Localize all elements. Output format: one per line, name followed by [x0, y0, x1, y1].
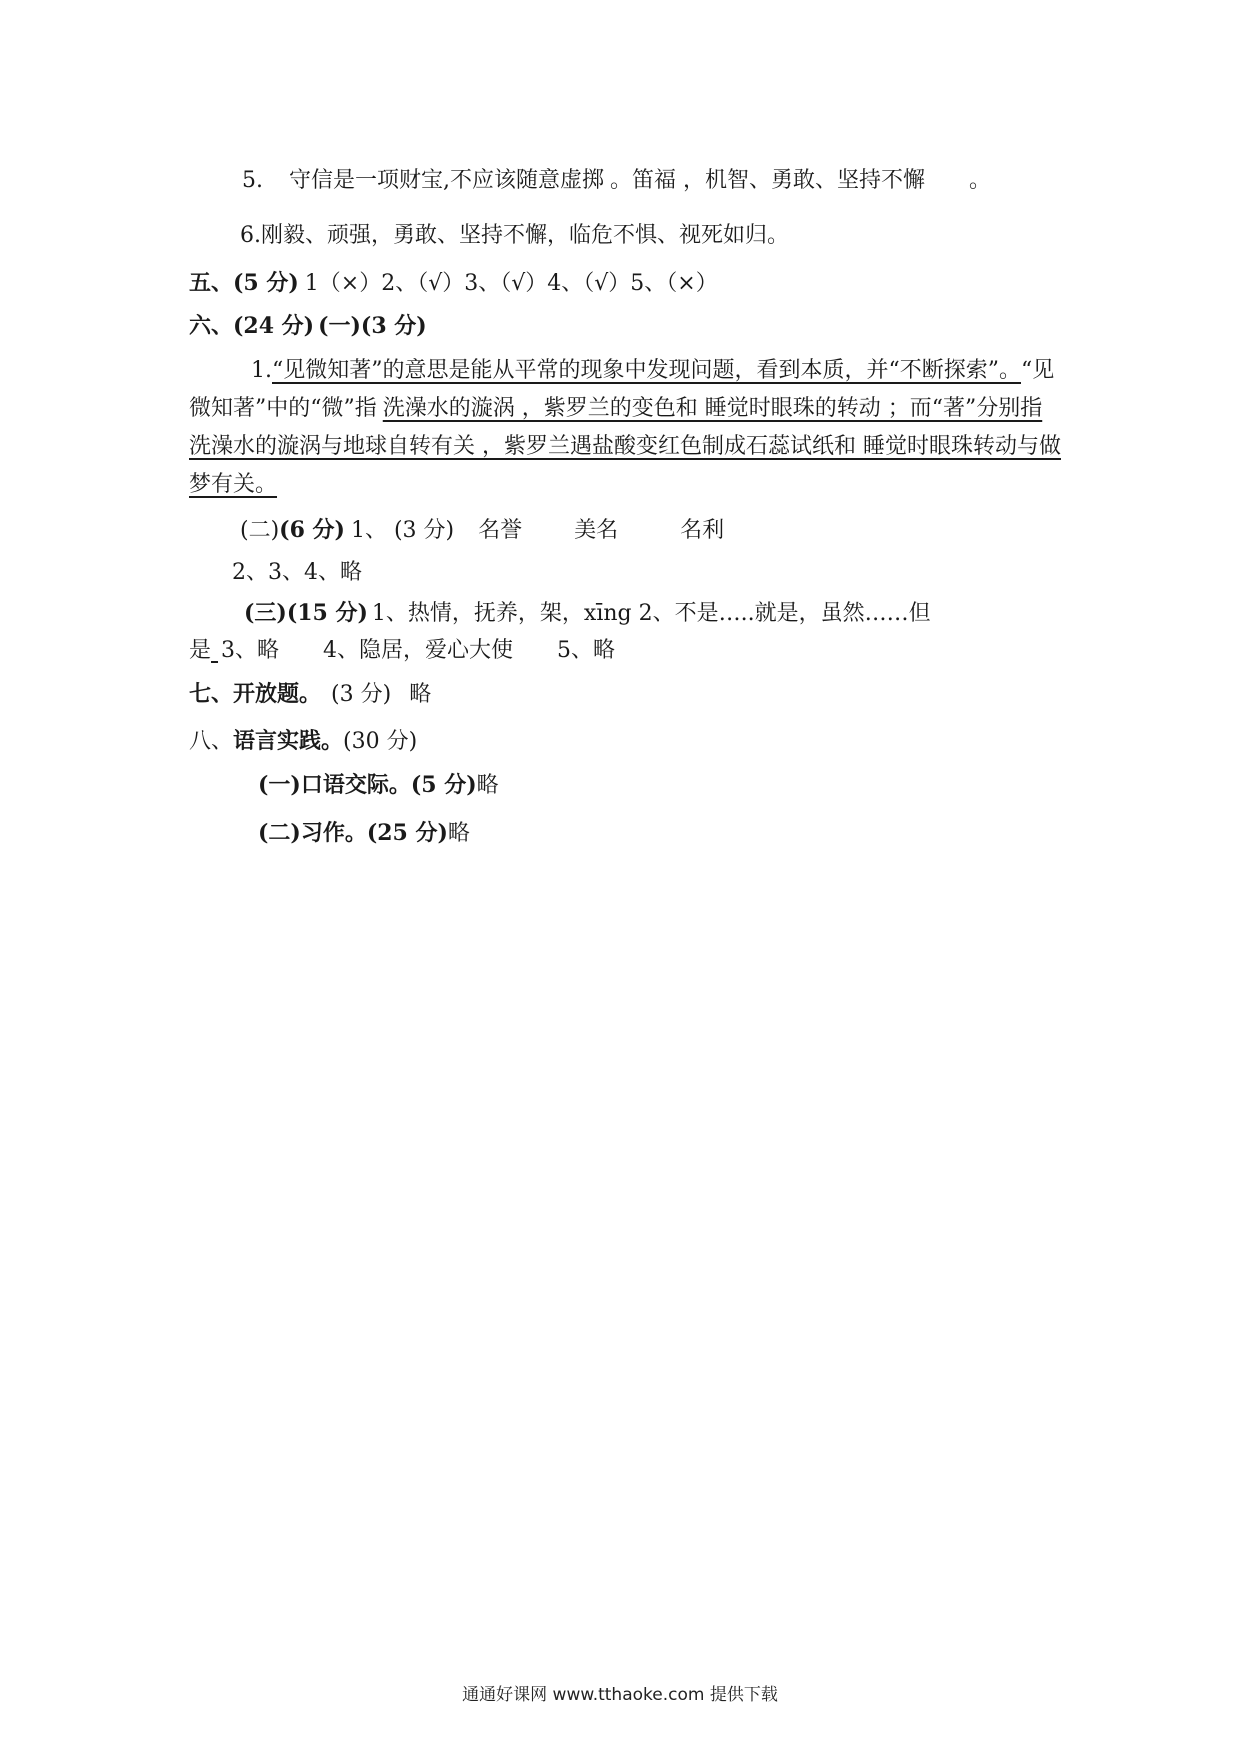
section-8 — [189, 726, 417, 757]
answer-item-6: 6.刚毅、顽强，勇敢、坚持不懈，临危不惧、视死如归。 — [240, 223, 789, 248]
part-1-text-2: “见微知著”中的“微”指 — [189, 358, 1055, 421]
section-8-heading: 语言实践。 — [233, 728, 344, 754]
part-2-q1: 1、 (3 分) — [350, 518, 455, 543]
section-7-answer: 略 — [409, 682, 432, 707]
part-3-answers-2d: 5、略 — [557, 638, 616, 663]
part-3-answers-2a: 是 — [189, 638, 212, 663]
item-5-number: 5. — [242, 168, 263, 193]
section-5-answers: 1（×）2、（√）3、（√）4、（√）5、（×） — [304, 271, 718, 296]
section-8-number: 八、 — [189, 729, 234, 754]
part-2-remaining: 2、3、4、略 — [232, 560, 362, 585]
part-2-word-2: 美名 — [574, 518, 619, 543]
subpart-2-title: (二)习作。(25 分) — [258, 820, 448, 846]
item-5-text-c: 。 — [969, 168, 992, 193]
part-2-word-1: 名誉 — [478, 518, 523, 543]
item-5-text-b: 。笛福 ，机智、勇敢、坚持不懈 — [610, 168, 925, 193]
section-7-heading: 七、开放题。 — [189, 681, 322, 707]
section-7-score: (3 分) — [331, 682, 392, 707]
part-3-answers-2b: 3、略 — [221, 638, 280, 663]
item-5-text-a: 守信是一项财宝,不应该随意虚掷 — [289, 168, 604, 193]
section-8-score: (30 分) — [343, 729, 418, 754]
part-1-underlined-1: “见微知著”的意思是能从平常的现象中发现问题，看到本质，并“不断探索”。 — [272, 358, 1021, 383]
part-1-lead: 1. — [251, 358, 272, 383]
part-3-answers-1: 1、热情，抚养，架，xīng 2、不是…..就是，虽然……但 — [371, 601, 931, 626]
part-2-word-3: 名利 — [680, 518, 725, 543]
section-6-title: 六、(24 分) — [189, 313, 315, 339]
section-6-part-1-paragraph — [189, 352, 1061, 504]
section-7 — [189, 679, 431, 710]
subpart-1-answer: 略 — [476, 773, 499, 798]
part-3-blank — [211, 636, 221, 666]
part-3-heading: (三)(15 分) — [244, 600, 368, 626]
section-8-subpart-2 — [258, 818, 470, 849]
section-5 — [189, 268, 718, 299]
subpart-1-title: (一)口语交际。(5 分) — [258, 772, 477, 798]
section-5-heading: 五、(5 分) — [189, 270, 299, 296]
answer-item-5 — [242, 166, 991, 196]
section-6-part-3-line-1 — [244, 598, 931, 629]
part-3-answers-2c: 4、隐居，爱心大使 — [323, 638, 514, 663]
section-6-part-3-line-2 — [189, 636, 615, 666]
section-6-subpart-1-title: (一)(3 分) — [318, 313, 427, 339]
page-footer: 通通好课网 www.tthaoke.com 提供下载 — [462, 1685, 778, 1705]
section-8-subpart-1 — [258, 770, 499, 801]
part-2-score: (6 分) — [279, 517, 345, 543]
part-1-underlined-2: 洗澡水的漩涡 ，紫罗兰的变色和 睡觉时眼珠的转动 ；而“著”分别指洗澡水的漩涡与地球自转有关 ，紫罗兰遇盐酸变红色制成石蕊试纸和 睡觉时眼珠转动与做梦有关。 — [189, 396, 1061, 497]
subpart-2-answer: 略 — [447, 821, 470, 846]
section-6-part-2 — [240, 515, 724, 546]
section-6-heading — [189, 311, 427, 342]
part-2-label: (二) — [240, 518, 280, 543]
